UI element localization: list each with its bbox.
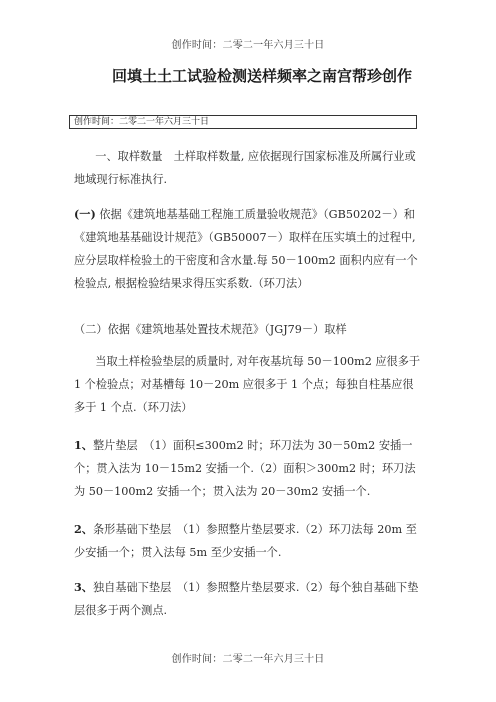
paragraph-strip-foundation <box>74 518 424 564</box>
paragraph-basis-two: （二）依据《建筑地基处置技术规范》（JGJ79－）取样 <box>74 323 347 336</box>
page-header: 创作时间：二零二一年六月三十日 <box>171 40 325 51</box>
creation-time-box: 创作时间：二零二一年六月三十日 <box>69 115 417 129</box>
paragraph-basis-one-text: 依据《建筑地基基础工程施工质量验收规范》（GB50202－）和《建筑地基基础设计规范》（GB50007－）取样在压实填土的过程中, 应分层取样检验土的干密度和含水量.每 50－100m2 面积内应有一个检验点, 根据检验结果求得压实系数.（环刀法） <box>74 208 418 290</box>
paragraph-cushion-inspection: 当取土样检验垫层的质量时, 对年夜基坑每 50－100m2 应很多于 1 个检验点；对基槽每 10－20m 应很多于 1 个点；每独自柱基应很多于 1 个点.（环刀法） <box>74 355 421 414</box>
paragraph-isolated-foundation <box>74 576 424 622</box>
paragraph-strip-foundation-marker: 2、 <box>74 522 93 536</box>
paragraph-whole-cushion-marker: 1、 <box>74 438 93 452</box>
paragraph-whole-cushion-text: 整片垫层 （1）面积≤300m2 时；环刀法为 30－50m2 安插一个；贯入法为 10－15m2 安插一个.（2）面积＞300m2 时；环刀法为 50－100m2 安插一个；贯入法为 20－30m2 安插一个. <box>74 439 416 498</box>
paragraph-isolated-foundation-marker: 3、 <box>74 580 93 594</box>
document-title: 回填土土工试验检测送样频率之南宫帮珍创作 <box>112 67 413 85</box>
paragraph-basis-one-marker: (一) <box>74 207 96 221</box>
paragraph-isolated-foundation-text: 独自基础下垫层 （1）参照整片垫层要求.（2）每个独自基础下垫层很多于两个测点. <box>74 581 419 617</box>
paragraph-basis-one <box>74 203 424 295</box>
paragraph-sampling-quantity: 一、取样数量 土样取样数量, 应依据现行国家标准及所属行业或地域现行标准执行. <box>74 150 416 186</box>
page-footer: 创作时间：二零二一年六月三十日 <box>171 654 325 665</box>
paragraph-whole-cushion <box>74 434 424 503</box>
paragraph-strip-foundation-text: 条形基础下垫层 （1）参照整片垫层要求.（2）环刀法每 20m 至少安插一个；贯入法每 5m 至少安插一个. <box>74 523 417 559</box>
